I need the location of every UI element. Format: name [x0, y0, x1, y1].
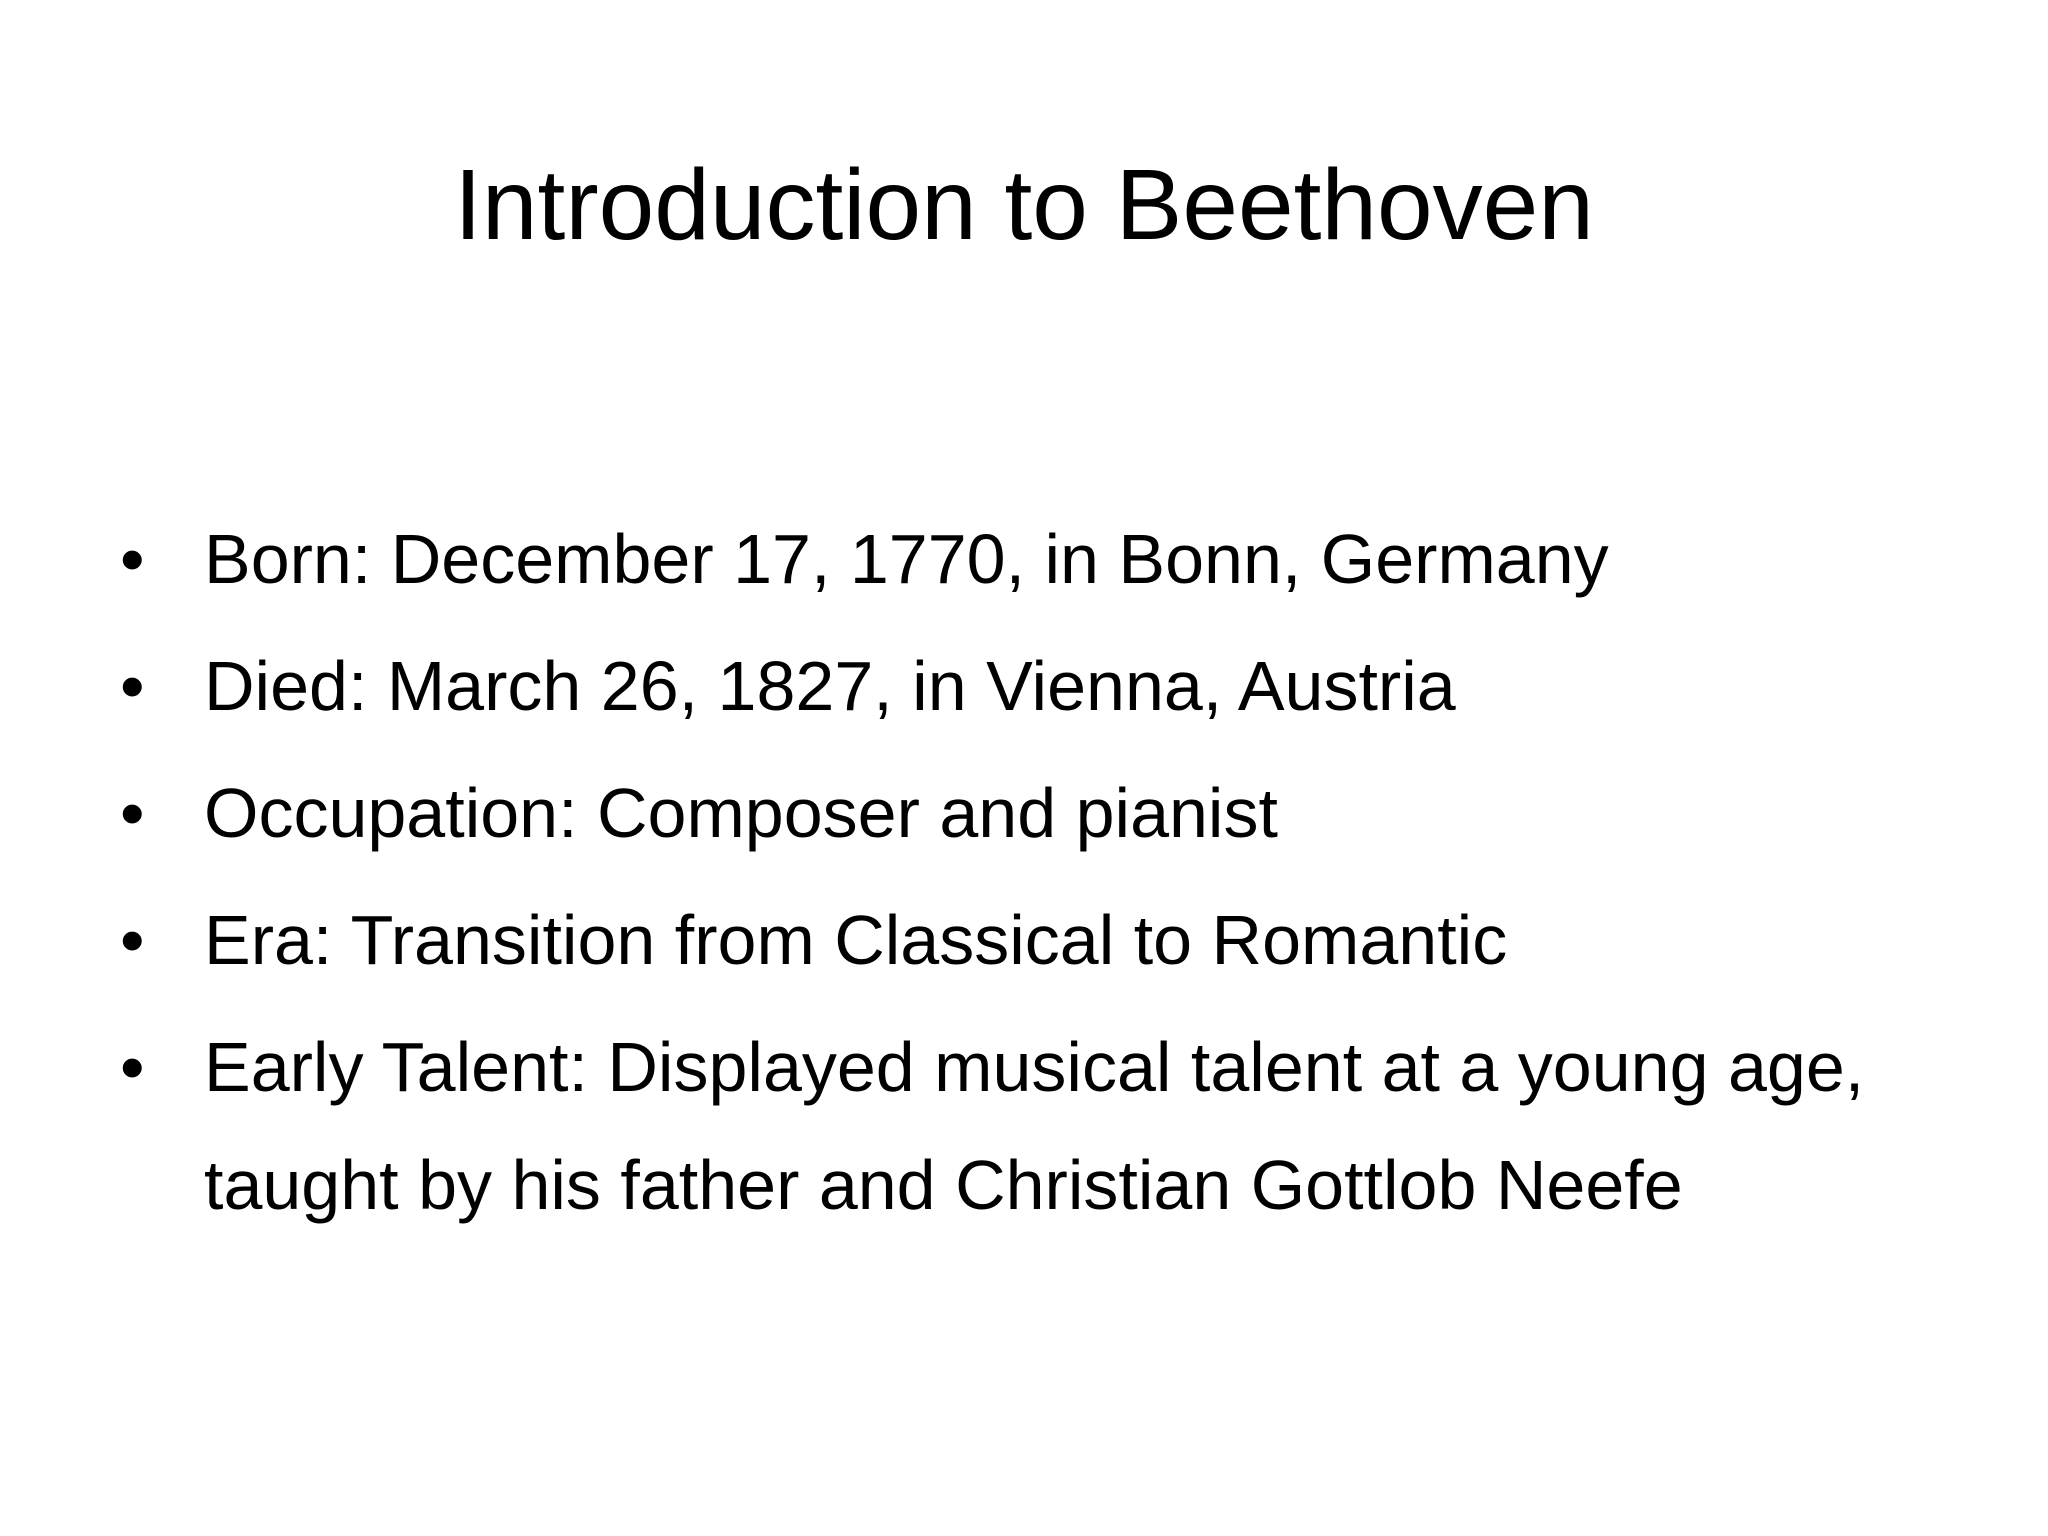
bullet-text: Died: March 26, 1827, in Vienna, Austria — [204, 647, 1456, 725]
bullet-item-died — [120, 627, 1920, 745]
bullet-text: Occupation: Composer and pianist — [204, 774, 1278, 852]
bullet-item-early-talent — [120, 1008, 1920, 1244]
bullet-marker: • — [120, 901, 145, 979]
bullet-item-born — [120, 500, 1920, 618]
bullet-marker: • — [120, 520, 145, 598]
slide-title: Introduction to Beethoven — [454, 149, 1594, 261]
bullet-item-era — [120, 881, 1920, 999]
bullet-text: Born: December 17, 1770, in Bonn, Germany — [204, 520, 1609, 598]
bullet-marker: • — [120, 774, 145, 852]
bullet-item-occupation — [120, 754, 1920, 872]
bullet-text: Early Talent: Displayed musical talent at a young age, taught by his father and Christian Gottlob Neefe — [204, 1028, 1865, 1224]
bullet-marker: • — [120, 1028, 145, 1106]
bullet-text: Era: Transition from Classical to Romantic — [204, 901, 1508, 979]
bullet-list — [120, 500, 1920, 1253]
bullet-marker: • — [120, 647, 145, 725]
